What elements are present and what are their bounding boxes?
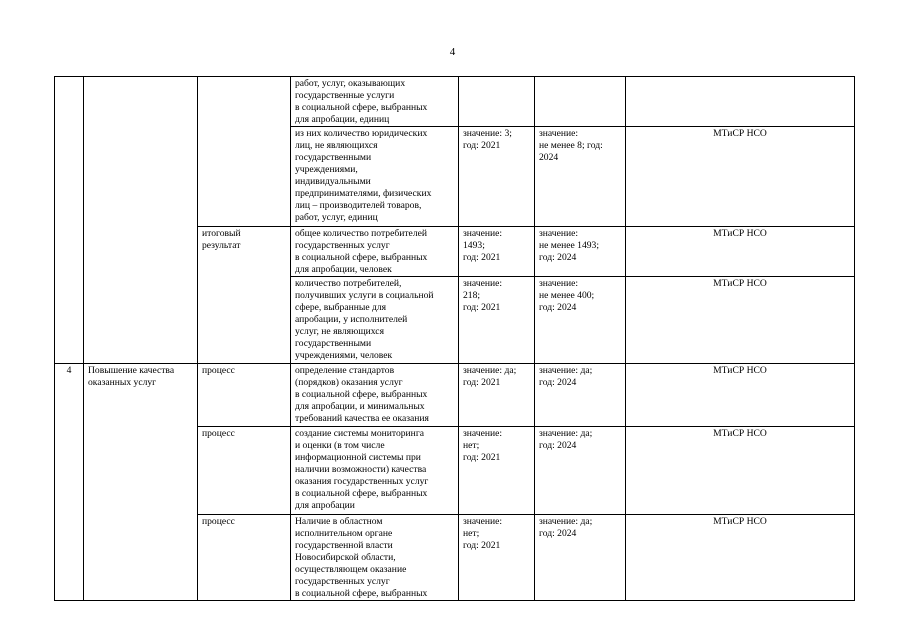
cell-task bbox=[84, 77, 198, 127]
table-row bbox=[55, 127, 855, 227]
cell-base bbox=[459, 77, 535, 127]
table-row bbox=[55, 277, 855, 364]
cell-num bbox=[55, 277, 84, 364]
cell-responsible: МТиСР НСО bbox=[626, 127, 855, 227]
page-number: 4 bbox=[449, 46, 456, 58]
cell-responsible: МТиСР НСО bbox=[626, 227, 855, 277]
table-row bbox=[55, 227, 855, 277]
cell-responsible: МТиСР НСО bbox=[626, 364, 855, 427]
cell-target: значение: не менее 8; год: 2024 bbox=[535, 127, 626, 227]
table-row bbox=[55, 77, 855, 127]
cell-task bbox=[84, 427, 198, 515]
cell-target: значение: да; год: 2024 bbox=[535, 515, 626, 601]
cell-indicator: определение стандартов (порядков) оказания услуг в социальной сфере, выбранных для апробации, и минимальных требований качества ее оказания bbox=[291, 364, 459, 427]
table-row bbox=[55, 364, 855, 427]
cell-base: значение: нет; год: 2021 bbox=[459, 427, 535, 515]
cell-num bbox=[55, 427, 84, 515]
cell-type bbox=[198, 127, 291, 227]
cell-target bbox=[535, 77, 626, 127]
cell-num bbox=[55, 515, 84, 601]
cell-task: Повышение качества оказанных услуг bbox=[84, 364, 198, 427]
cell-base: значение: 3; год: 2021 bbox=[459, 127, 535, 227]
cell-task bbox=[84, 127, 198, 227]
cell-type: итоговый результат bbox=[198, 227, 291, 277]
indicators-table bbox=[54, 76, 855, 601]
cell-type bbox=[198, 277, 291, 364]
cell-responsible bbox=[626, 77, 855, 127]
cell-base: значение: нет; год: 2021 bbox=[459, 515, 535, 601]
cell-target: значение: да; год: 2024 bbox=[535, 364, 626, 427]
cell-target: значение: не менее 1493; год: 2024 bbox=[535, 227, 626, 277]
cell-task bbox=[84, 515, 198, 601]
cell-target: значение: не менее 400; год: 2024 bbox=[535, 277, 626, 364]
cell-indicator: работ, услуг, оказывающих государственные услуги в социальной сфере, выбранных для апробации, единиц bbox=[291, 77, 459, 127]
cell-responsible: МТиСР НСО bbox=[626, 515, 855, 601]
cell-base: значение: 218; год: 2021 bbox=[459, 277, 535, 364]
cell-task bbox=[84, 227, 198, 277]
cell-target: значение: да; год: 2024 bbox=[535, 427, 626, 515]
cell-type: процесс bbox=[198, 427, 291, 515]
cell-responsible: МТиСР НСО bbox=[626, 277, 855, 364]
cell-indicator: количество потребителей, получивших услуги в социальной сфере, выбранные для апробации, у исполнителей услуг, не являющихся государственными учреждениями, человек bbox=[291, 277, 459, 364]
cell-type bbox=[198, 77, 291, 127]
cell-indicator: Наличие в областном исполнительном органе государственной власти Новосибирской области, осуществляющем оказание государственных услуг в социальной сфере, выбранных bbox=[291, 515, 459, 601]
cell-num bbox=[55, 227, 84, 277]
cell-indicator: из них количество юридических лиц, не являющихся государственными учреждениями, индивидуальными предпринимателями, физических лиц – производителей товаров, работ, услуг, единиц bbox=[291, 127, 459, 227]
cell-num bbox=[55, 127, 84, 227]
cell-num: 4 bbox=[55, 364, 84, 427]
cell-base: значение: 1493; год: 2021 bbox=[459, 227, 535, 277]
cell-type: процесс bbox=[198, 364, 291, 427]
cell-indicator: создание системы мониторинга и оценки (в том числе информационной системы при наличии возможности) качества оказания государственных услуг в социальной сфере, выбранных для апробации bbox=[291, 427, 459, 515]
cell-num bbox=[55, 77, 84, 127]
cell-responsible: МТиСР НСО bbox=[626, 427, 855, 515]
cell-base: значение: да; год: 2021 bbox=[459, 364, 535, 427]
cell-type: процесс bbox=[198, 515, 291, 601]
cell-indicator: общее количество потребителей государственных услуг в социальной сфере, выбранных для апробации, человек bbox=[291, 227, 459, 277]
table-row bbox=[55, 515, 855, 601]
cell-task bbox=[84, 277, 198, 364]
table-row bbox=[55, 427, 855, 515]
